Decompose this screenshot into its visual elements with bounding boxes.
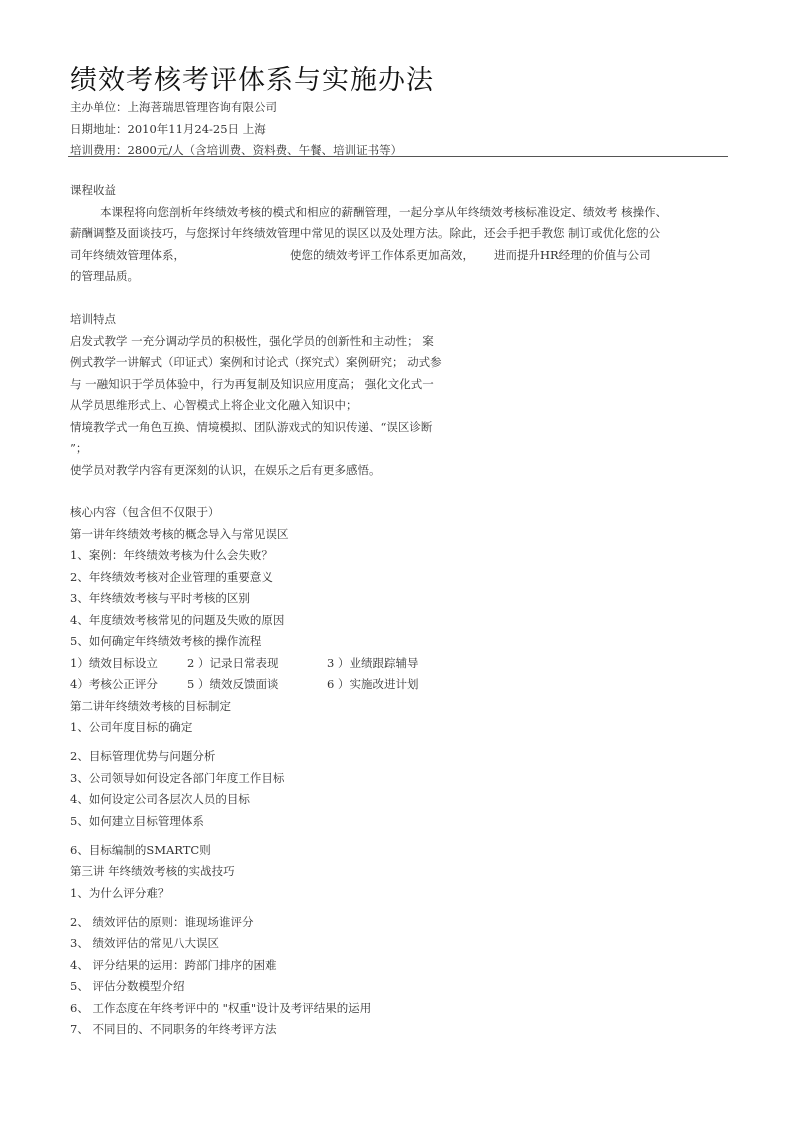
list-item: 5、如何确定年终绩效考核的操作流程: [70, 634, 262, 648]
step-item: 1）绩效目标设立: [70, 655, 158, 670]
benefits-line-3a: 司年终绩效管理体系，: [70, 247, 185, 262]
benefits-line-3c: 进而提升HR经理的价值与公司: [494, 247, 651, 262]
list-item: 2、年终绩效考核对企业管理的重要意义: [70, 569, 273, 584]
benefits-line-1: 本课程将向您剖析年终绩效考核的模式和相应的薪酬管理，一起分享从年终绩效考核标准设定、绩效考 核操作、: [100, 204, 668, 219]
steps-row-1: [70, 653, 730, 675]
features-heading: 培训特点: [70, 312, 116, 326]
list-item: 6、目标编制的SMARTC则: [70, 842, 211, 857]
list-item: 5、如何建立目标管理体系: [70, 813, 204, 828]
benefits-line-4: 的管理品质。: [70, 269, 139, 283]
header-divider: [68, 156, 728, 157]
list-item: 4、 评分结果的运用：跨部门排序的困难: [70, 957, 277, 972]
step-item: 3 ）业绩跟踪辅导: [327, 655, 419, 670]
step-item: 4）考核公正评分: [70, 677, 158, 691]
features-section: [70, 309, 730, 481]
lecture-1-title: 第一讲年终绩效考核的概念导入与常见误区: [70, 526, 289, 541]
lecture-3-title: 第三讲 年终绩效考核的实战技巧: [70, 864, 235, 878]
list-item: 6、 工作态度在年终考评中的 "权重"设计及考评结果的运用: [70, 1000, 372, 1015]
features-line: ”；: [70, 441, 88, 455]
document-title: 绩效考核考评体系与实施办法: [70, 65, 434, 96]
features-line: 例式教学一讲解式（印证式）案例和讨论式（探究式）案例研究； 动式参: [70, 355, 442, 369]
lecture-2-title: 第二讲年终绩效考核的目标制定: [70, 698, 231, 713]
features-line: 情境教学式一角色互换、情境模拟、团队游戏式的知识传递、“误区诊断: [70, 419, 433, 434]
step-item: 6 ）实施改进计划: [327, 677, 419, 691]
list-item: 3、 绩效评估的常见八大误区: [70, 936, 219, 950]
benefits-heading: 课程收益: [70, 183, 116, 197]
date-location-line: 日期地址：2010年11月24-25日 上海: [70, 122, 266, 136]
benefits-line-2: 薪酬调整及面谈技巧，与您探讨年终绩效管理中常见的误区以及处理方法。除此，还会手把手教您 制订或优化您的公: [70, 226, 661, 240]
step-item: 5 ）绩效反馈面谈: [187, 677, 279, 691]
benefits-section: [70, 180, 730, 288]
list-item: 7、 不同目的、不同职务的年终考评方法: [70, 1022, 277, 1036]
features-line: 从学员思维形式上、心智模式上将企业文化融入知识中；: [70, 398, 358, 412]
step-item: 2 ）记录日常表现: [187, 655, 279, 670]
list-item: 4、如何设定公司各层次人员的目标: [70, 792, 250, 806]
fee-line: 培训费用：2800元/人（含培训费、资料费、午餐、培训证书等）: [70, 143, 403, 157]
features-line: 与 一融知识于学员体验中，行为再复制及知识应用度高； 强化文化式一: [70, 376, 434, 391]
organizer-line: 主办单位：上海菩瑞思管理咨询有限公司: [70, 100, 277, 114]
content-heading: 核心内容（包含但不仅限于）: [70, 505, 220, 519]
features-line: 启发式教学 一充分调动学员的积极性，强化学员的创新性和主动性； 案: [70, 333, 434, 348]
benefits-line-3: [70, 245, 730, 267]
list-item: 1、为什么评分难？: [70, 885, 170, 900]
steps-row-2: [70, 674, 730, 696]
features-line: 使学员对教学内容有更深刻的认识，在娱乐之后有更多感悟。: [70, 462, 381, 477]
content-section: [70, 502, 730, 1041]
list-item: 3、公司领导如何设定各部门年度工作目标: [70, 770, 285, 785]
list-item: 1、案例：年终绩效考核为什么会失败？: [70, 548, 273, 562]
list-item: 1、公司年度目标的确定: [70, 720, 193, 734]
list-item: 4、年度绩效考核常见的问题及失败的原因: [70, 612, 285, 627]
list-item: 3、年终绩效考核与平时考核的区别: [70, 591, 250, 605]
list-item: 2、目标管理优势与问题分析: [70, 749, 216, 763]
list-item: 2、 绩效评估的原则：谁现场谁评分: [70, 914, 254, 929]
list-item: 5、 评估分数模型介绍: [70, 979, 185, 993]
benefits-line-3b: 使您的绩效考评工作体系更加高效，: [290, 247, 474, 262]
